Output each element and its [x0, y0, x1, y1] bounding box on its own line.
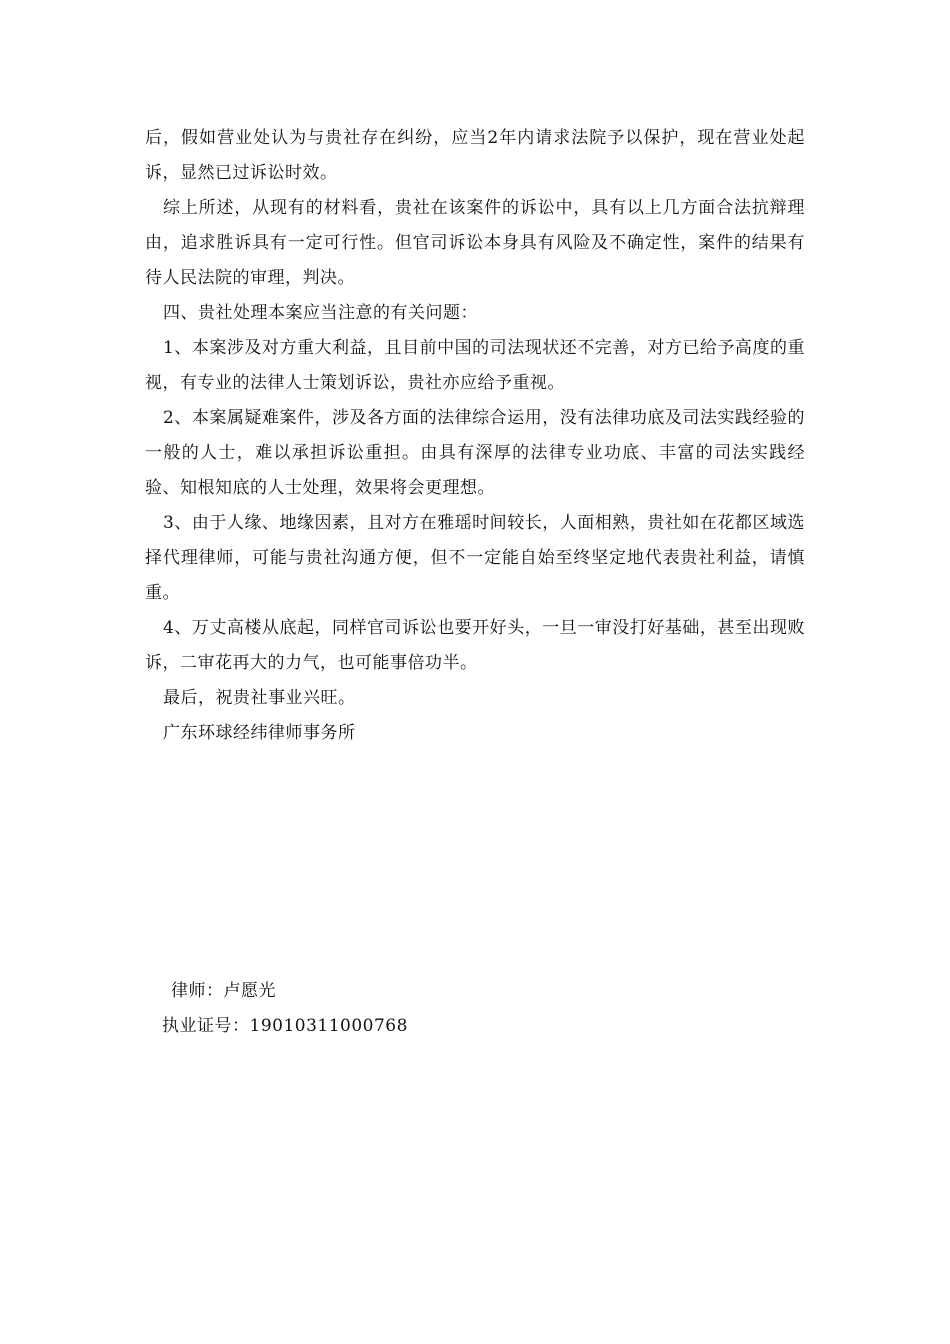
- lawyer-license-number: 执业证号：19010311000768: [162, 1016, 408, 1036]
- paragraph-summary: 综上所述，从现有的材料看，贵社在该案件的诉讼中，具有以上几方面合法抗辩理由，追求胜诉具有一定可行性。但官司诉讼本身具有风险及不确定性，案件的结果有待人民法院的审理，判决。: [145, 198, 805, 288]
- document-body: [145, 121, 805, 751]
- law-firm-name: 广东环球经纬律师事务所: [163, 723, 356, 743]
- list-item-4: 4、万丈高楼从底起，同样官司诉讼也要开好头，一旦一审没打好基础，甚至出现败诉，二审花再大的力气，也可能事倍功半。: [145, 618, 805, 673]
- lawyer-name: 律师：卢愿光: [171, 981, 276, 1001]
- list-item-3: 3、由于人缘、地缘因素，且对方在雅瑶时间较长，人面相熟，贵社如在花都区域选择代理律师，可能与贵社沟通方便，但不一定能自始至终坚定地代表贵社利益，请慎重。: [145, 513, 805, 603]
- paragraph-statute-of-limitations: 后，假如营业处认为与贵社存在纠纷，应当2年内请求法院予以保护，现在营业处起诉，显然已过诉讼时效。: [145, 128, 805, 183]
- closing-wishes: 最后，祝贵社事业兴旺。: [163, 688, 356, 708]
- list-item-1: 1、本案涉及对方重大利益，且目前中国的司法现状还不完善，对方已给予高度的重视，有专业的法律人士策划诉讼，贵社亦应给予重视。: [145, 338, 805, 393]
- lawyer-signature-block: [148, 974, 648, 1044]
- list-item-2: 2、本案属疑难案件，涉及各方面的法律综合运用，没有法律功底及司法实践经验的一般的人士，难以承担诉讼重担。由具有深厚的法律专业功底、丰富的司法实践经验、知根知底的人士处理，效果将会更理想。: [145, 408, 805, 498]
- section-heading-four: 四、贵社处理本案应当注意的有关问题：: [163, 303, 478, 323]
